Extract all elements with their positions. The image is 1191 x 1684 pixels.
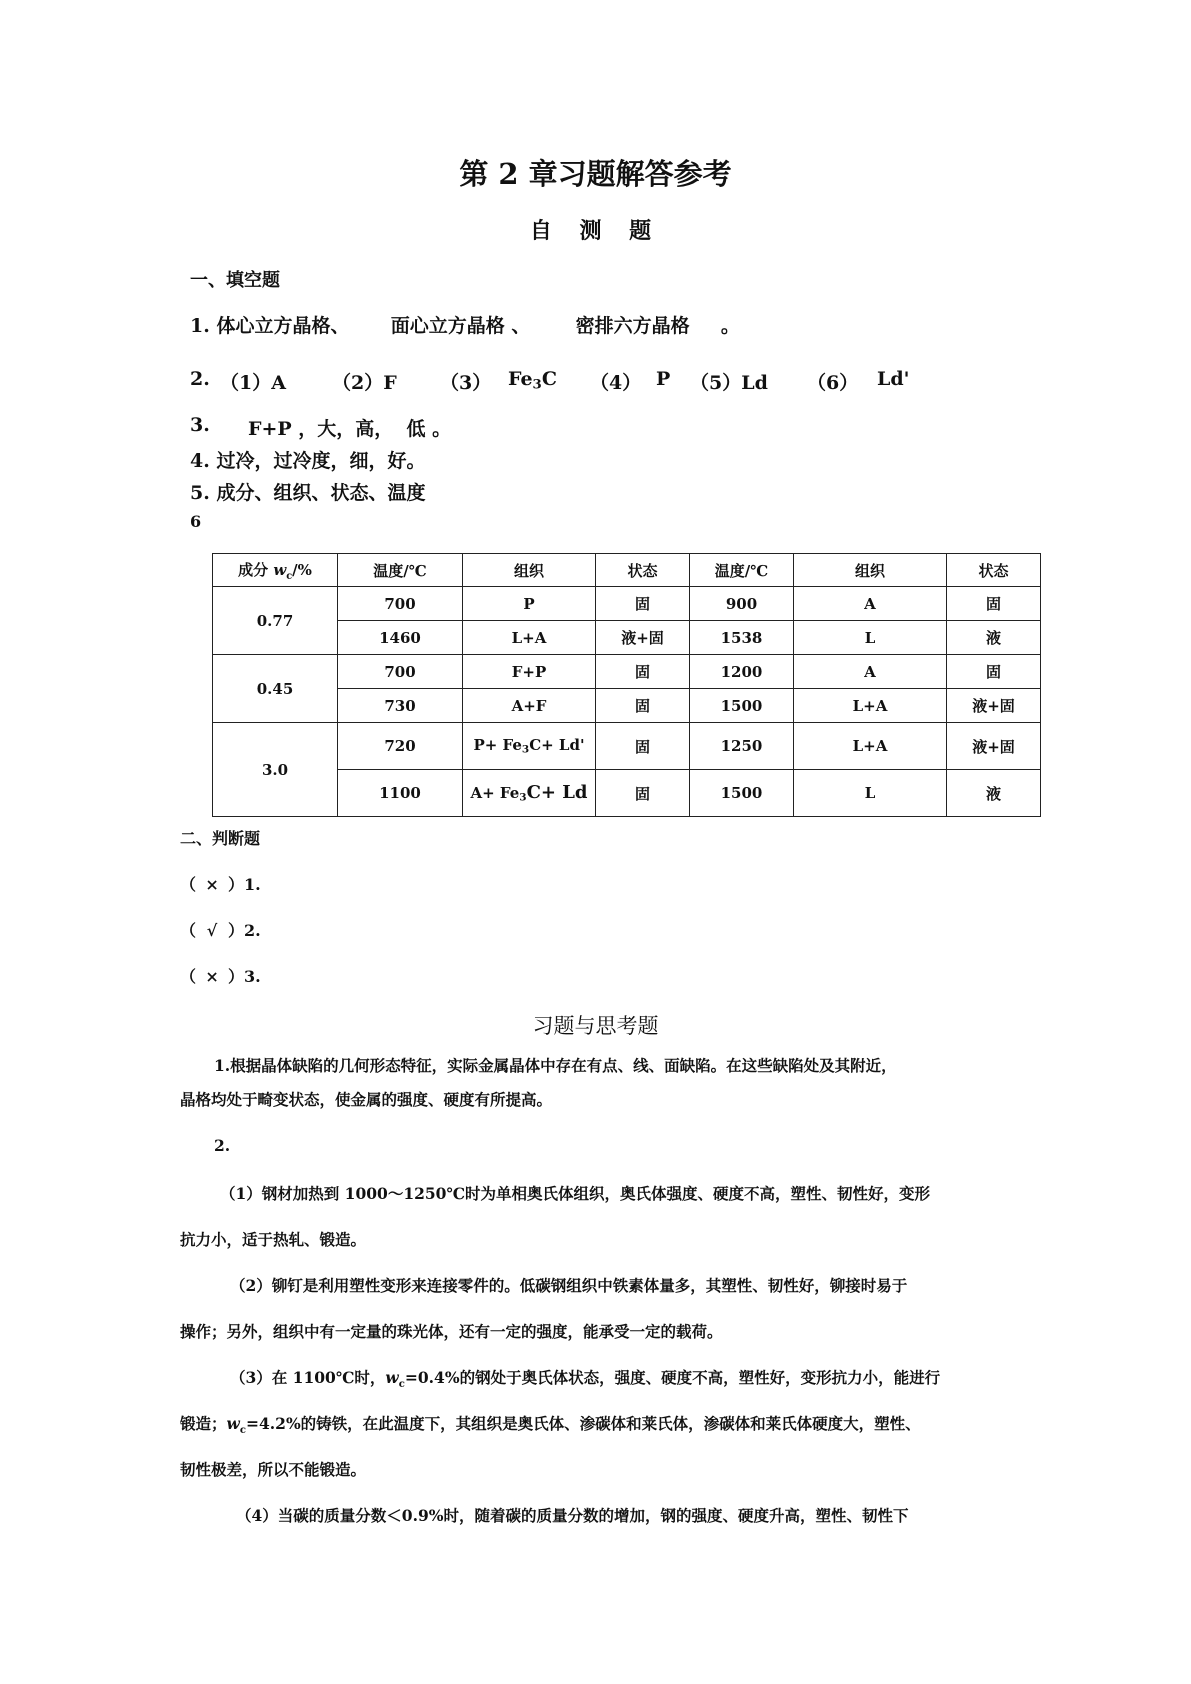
- table-cell: 1100: [338, 770, 463, 817]
- composition-cell: 3.0: [213, 723, 338, 817]
- table-cell: 固: [947, 655, 1041, 689]
- table-row: [213, 689, 1041, 723]
- table-cell: A: [794, 655, 947, 689]
- judge-heading: 二、判断题: [180, 829, 261, 848]
- q2-part-6-label: （6）: [807, 372, 859, 394]
- table-cell: 固: [947, 587, 1041, 621]
- q2-part-3-label: （3）: [440, 372, 492, 394]
- q2-part-6-value: Ld': [877, 368, 910, 390]
- header-state-1: 状态: [596, 554, 690, 587]
- table-row: [213, 770, 1041, 817]
- table-cell: 固: [596, 723, 690, 770]
- table-cell: 1538: [690, 621, 794, 655]
- table-cell: P+ Fe3C+ Ld': [463, 723, 596, 770]
- fill-blank-heading: 一、填空题: [190, 270, 280, 291]
- exercise-2-3-line-2: 锻造；$w_c=4.2\%$的铸铁，在此温度下，其组织是奥氏体、渗碳体和莱氏体，渗碳体和莱氏体硬度大，塑性、: [180, 1414, 921, 1437]
- table-cell: A+ Fe3C+ Ld: [463, 770, 596, 817]
- q1-answer-1: 体心立方晶格、: [216, 315, 350, 337]
- table-cell: 固: [596, 770, 690, 817]
- judge-item-3: （ × ）3.: [180, 967, 261, 986]
- header-temperature-1: 温度/℃: [338, 554, 463, 587]
- table-cell: F+P: [463, 655, 596, 689]
- exercise-1-line-1: 1.根据晶体缺陷的几何形态特征，实际金属晶体中存在有点、线、面缺陷。在这些缺陷处及其附近，: [214, 1056, 897, 1075]
- table-cell: L+A: [794, 723, 947, 770]
- q2-part-4-label: （4）: [590, 372, 642, 394]
- table-cell: 固: [596, 655, 690, 689]
- header-structure-1: 组织: [463, 554, 596, 587]
- table-cell: 1200: [690, 655, 794, 689]
- composition-table: [212, 553, 1041, 817]
- table-cell: 720: [338, 723, 463, 770]
- table-cell: 1250: [690, 723, 794, 770]
- header-composition: 成分 $w_c/\%$: [213, 554, 338, 587]
- header-structure-2: 组织: [794, 554, 947, 587]
- table-row: [213, 587, 1041, 621]
- exercise-2-2-line-1: （2）铆钉是利用塑性变形来连接零件的。低碳钢组织中铁素体量多，其塑性、韧性好，铆接时易于: [230, 1276, 908, 1295]
- fill-blank-q4: 4. 过冷，过冷度，细，好。: [190, 450, 426, 472]
- table-cell: 1500: [690, 770, 794, 817]
- section-subtitle: 自 测 题: [529, 218, 662, 244]
- table-cell: 液+固: [596, 621, 690, 655]
- table-cell: 液: [947, 770, 1041, 817]
- exercise-2-3-line-1: （3）在 1100℃时，$w_c=0.4\%$的钢处于奥氏体状态，强度、硬度不高，塑性好，变形抗力小，能进行: [230, 1368, 941, 1391]
- exercise-2-3-line-3: 韧性极差，所以不能锻造。: [180, 1460, 367, 1479]
- exercise-2-1-line-1: （1）钢材加热到 1000～1250℃时为单相奥氏体组织，奥氏体强度、硬度不高，塑性、韧性好，变形: [220, 1184, 931, 1203]
- fill-blank-q1: [190, 311, 740, 338]
- header-temperature-2: 温度/℃: [690, 554, 794, 587]
- table-cell: 1500: [690, 689, 794, 723]
- fill-blank-q6: 6: [190, 512, 202, 531]
- table-cell: L+A: [463, 621, 596, 655]
- q1-answer-3: 密排六方晶格: [575, 315, 690, 337]
- table-cell: A+F: [463, 689, 596, 723]
- q3-answer: F+P ，大，高， 低 。: [248, 418, 452, 440]
- table-cell: L: [794, 621, 947, 655]
- q2-part-2: （2）F: [332, 372, 397, 394]
- table-cell: 700: [338, 655, 463, 689]
- q1-number: 1.: [190, 315, 210, 337]
- q2-part-1: （1）A: [220, 372, 286, 394]
- composition-cell: 0.77: [213, 587, 338, 655]
- exercise-1-line-2: 晶格均处于畸变状态，使金属的强度、硬度有所提高。: [180, 1090, 553, 1109]
- q1-end: 。: [720, 315, 740, 337]
- q2-part-4-value: P: [656, 368, 671, 390]
- fill-blank-q2: [190, 368, 930, 394]
- table-cell: 液+固: [947, 723, 1041, 770]
- table-cell: 1460: [338, 621, 463, 655]
- table-cell: L+A: [794, 689, 947, 723]
- q1-answer-2: 面心立方晶格 、: [390, 315, 531, 337]
- table-row: [213, 621, 1041, 655]
- table-cell: 700: [338, 587, 463, 621]
- exercise-2-number: 2.: [214, 1136, 231, 1155]
- page-title: 第 2 章习题解答参考: [459, 157, 732, 191]
- exercise-2-1-line-2: 抗力小，适于热轧、锻造。: [180, 1230, 367, 1249]
- judge-item-2: （ √ ）2.: [180, 921, 261, 940]
- header-state-2: 状态: [947, 554, 1041, 587]
- table-cell: 固: [596, 689, 690, 723]
- table-cell: P: [463, 587, 596, 621]
- table-cell: 900: [690, 587, 794, 621]
- table-cell: 固: [596, 587, 690, 621]
- table-cell: L: [794, 770, 947, 817]
- table-cell: A: [794, 587, 947, 621]
- composition-cell: 0.45: [213, 655, 338, 723]
- cross-mark: ×: [205, 967, 219, 986]
- exercise-2-2-line-2: 操作；另外，组织中有一定量的珠光体，还有一定的强度，能承受一定的载荷。: [180, 1322, 723, 1341]
- exercises-heading: 习题与思考题: [532, 1014, 659, 1038]
- table-cell: 730: [338, 689, 463, 723]
- exercise-2-4-line-1: （4）当碳的质量分数＜0.9%时，随着碳的质量分数的增加，钢的强度、硬度升高，塑性、韧性下: [236, 1506, 909, 1525]
- q2-part-3-value: Fe3C: [508, 368, 557, 393]
- q2-part-5: （5）Ld: [690, 372, 768, 394]
- q2-number: 2.: [190, 368, 210, 390]
- table-cell: 液: [947, 621, 1041, 655]
- table-cell: 液+固: [947, 689, 1041, 723]
- check-mark: √: [206, 921, 218, 940]
- q3-number: 3.: [190, 414, 210, 436]
- table-row: [213, 723, 1041, 770]
- fill-blank-q5: 5. 成分、组织、状态、温度: [190, 482, 426, 504]
- table-header-row: [213, 554, 1041, 587]
- fill-blank-q3: [190, 414, 590, 440]
- table-row: [213, 655, 1041, 689]
- cross-mark: ×: [205, 875, 219, 894]
- judge-item-1: （ × ）1.: [180, 875, 261, 894]
